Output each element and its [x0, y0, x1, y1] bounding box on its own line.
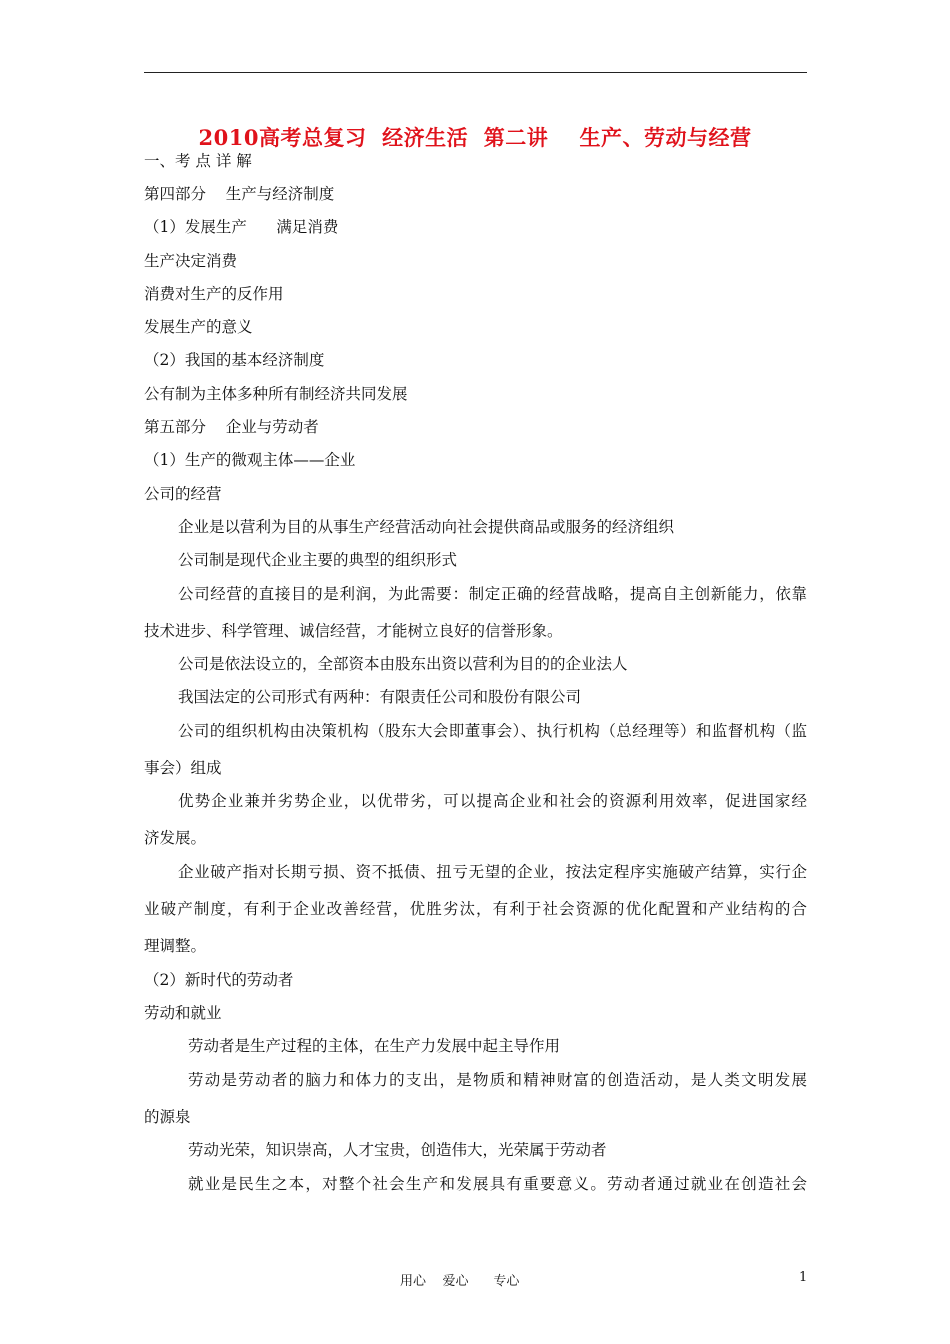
body-line: 优势企业兼并劣势企业，以优带劣，可以提高企业和社会的资源利用效率，促进国家经: [178, 792, 807, 810]
body-line: （1）发展生产 满足消费: [144, 218, 339, 236]
body-line: 公司经营的直接目的是利润，为此需要：制定正确的经营战略，提高自主创新能力，依靠: [178, 585, 807, 603]
footer-motto: 用心 爱心 专心: [400, 1274, 520, 1289]
body-line: 公司是依法设立的，全部资本由股东出资以营利为目的的企业法人: [178, 655, 628, 673]
header-rule: [144, 72, 807, 73]
body-line: 生产决定消费: [144, 252, 238, 270]
body-line: 企业是以营利为目的从事生产经营活动向社会提供商品或服务的经济组织: [178, 518, 675, 536]
body-line: 劳动者是生产过程的主体，在生产力发展中起主导作用: [188, 1037, 561, 1055]
body-line: 公司的组织机构由决策机构（股东大会即董事会）、执行机构（总经理等）和监督机构（监: [178, 722, 807, 740]
body-line: 理调整。: [144, 937, 207, 955]
body-line: 第四部分 生产与经济制度: [144, 185, 335, 203]
body-line: 劳动是劳动者的脑力和体力的支出，是物质和精神财富的创造活动，是人类文明发展: [188, 1071, 807, 1089]
body-line: 技术进步、科学管理、诚信经营，才能树立良好的信誉形象。: [144, 622, 563, 640]
body-line: 公有制为主体多种所有制经济共同发展: [144, 385, 408, 403]
body-line: 发展生产的意义: [144, 318, 253, 336]
body-line: （2）新时代的劳动者: [144, 971, 294, 989]
body-line: 公司制是现代企业主要的典型的组织形式: [178, 551, 458, 569]
body-line: 我国法定的公司形式有两种：有限责任公司和股份有限公司: [178, 688, 582, 706]
body-line: （1）生产的微观主体——企业: [144, 451, 356, 469]
body-line: 的源泉: [144, 1108, 191, 1126]
body-line: 就业是民生之本，对整个社会生产和发展具有重要意义。劳动者通过就业在创造社会: [188, 1175, 807, 1193]
body-line: 济发展。: [144, 829, 207, 847]
body-line: 公司的经营: [144, 485, 222, 503]
body-line: 业破产制度，有利于企业改善经营，优胜劣汰，有利于社会资源的优化配置和产业结构的合: [144, 900, 807, 918]
body-line: 第五部分 企业与劳动者: [144, 418, 319, 436]
body-line: 一、考 点 详 解: [144, 152, 252, 170]
body-line: 劳动和就业: [144, 1004, 222, 1022]
page-number: 1: [799, 1270, 808, 1285]
body-line: （2）我国的基本经济制度: [144, 351, 325, 369]
document-title: 2010高考总复习 经济生活 第二讲 生产、劳动与经营: [198, 125, 752, 150]
body-line: 企业破产指对长期亏损、资不抵债、扭亏无望的企业，按法定程序实施破产结算，实行企: [178, 863, 807, 881]
body-line: 事会）组成: [144, 759, 222, 777]
body-line: 消费对生产的反作用: [144, 285, 284, 303]
body-line: 劳动光荣，知识崇高，人才宝贵，创造伟大，光荣属于劳动者: [188, 1141, 607, 1159]
